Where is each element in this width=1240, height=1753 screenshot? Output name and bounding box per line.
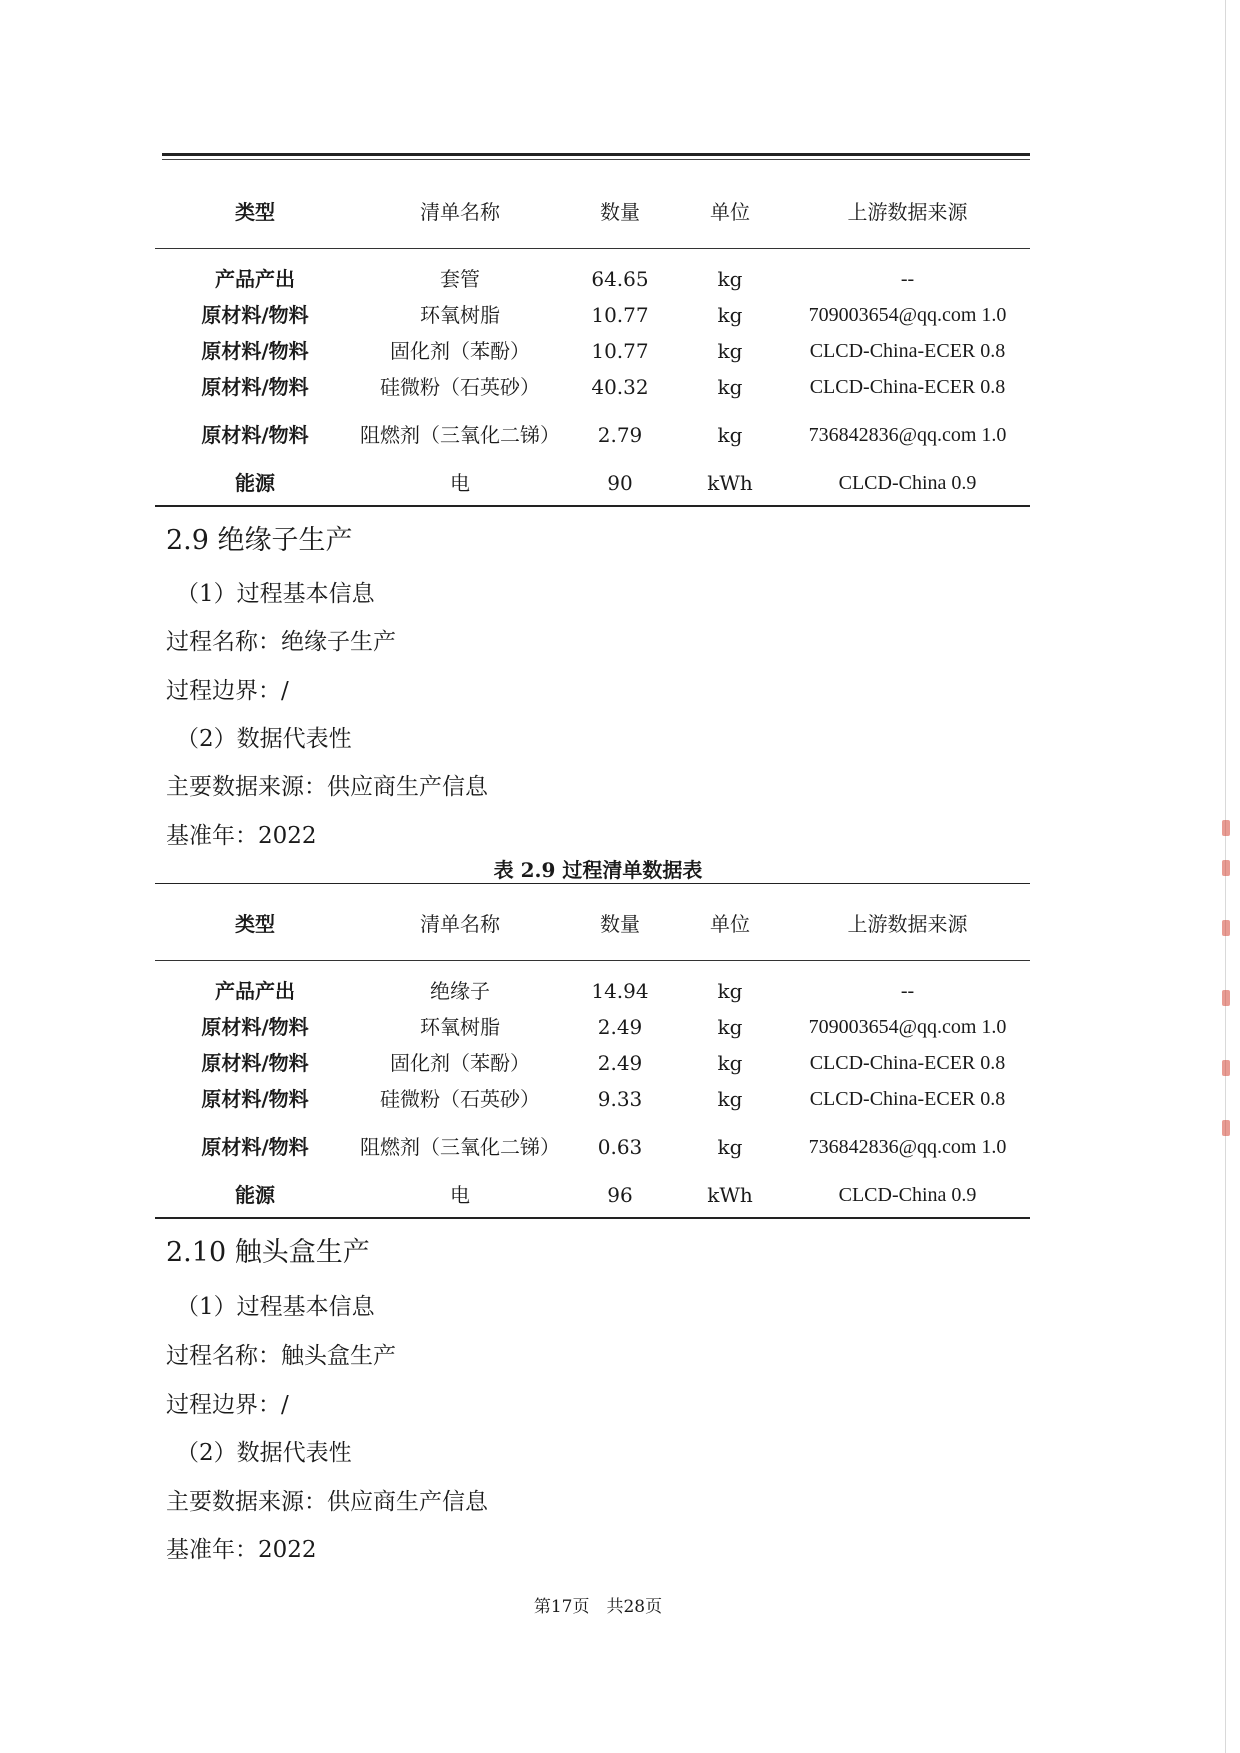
col-header-unit: 单位 bbox=[710, 199, 750, 224]
cell-name: 环氧树脂 bbox=[420, 303, 500, 327]
cell-unit: kg bbox=[717, 339, 743, 363]
cell-source: 736842836@qq.com 1.0 bbox=[808, 424, 1007, 446]
cell-name: 环氧树脂 bbox=[420, 1015, 500, 1039]
cell-name: 阻燃剂（三氧化二锑） bbox=[360, 1135, 560, 1159]
section-title-2-9: 2.9 绝缘子生产 bbox=[166, 525, 353, 556]
table-row bbox=[155, 1045, 1030, 1081]
cell-qty: 90 bbox=[607, 471, 633, 495]
process-name: 过程名称：绝缘子生产 bbox=[166, 629, 396, 655]
cell-unit: kg bbox=[717, 375, 743, 399]
cell-qty: 64.65 bbox=[591, 267, 649, 291]
cell-source: CLCD-China-ECER 0.8 bbox=[809, 376, 1006, 398]
cell-type: 原材料/物料 bbox=[201, 339, 309, 363]
seal-stamp-fragment bbox=[1222, 820, 1236, 1140]
cell-source: CLCD-China-ECER 0.8 bbox=[809, 340, 1006, 362]
cell-qty: 96 bbox=[607, 1183, 633, 1207]
cell-source: -- bbox=[900, 980, 915, 1002]
cell-qty: 9.33 bbox=[597, 1087, 643, 1111]
col-header-unit: 单位 bbox=[710, 911, 750, 936]
cell-type: 产品产出 bbox=[215, 979, 295, 1003]
cell-name: 硅微粉（石英砂） bbox=[380, 1087, 540, 1111]
cell-unit: kg bbox=[717, 1015, 743, 1039]
table-row bbox=[155, 465, 1030, 506]
col-header-source: 上游数据来源 bbox=[847, 911, 968, 936]
cell-source: CLCD-China-ECER 0.8 bbox=[809, 1052, 1006, 1074]
process-boundary: 过程边界：/ bbox=[166, 678, 289, 704]
cell-qty: 2.79 bbox=[597, 423, 643, 447]
table-row bbox=[155, 297, 1030, 333]
cell-unit: kWh bbox=[707, 471, 753, 495]
table-row bbox=[155, 405, 1030, 465]
col-header-source: 上游数据来源 bbox=[847, 199, 968, 224]
cell-qty: 10.77 bbox=[591, 339, 649, 363]
cell-type: 原材料/物料 bbox=[201, 303, 309, 327]
col-header-qty: 数量 bbox=[600, 199, 640, 224]
col-header-name: 清单名称 bbox=[420, 199, 500, 224]
col-header-name: 清单名称 bbox=[420, 911, 500, 936]
table-row bbox=[155, 1081, 1030, 1117]
cell-type: 能源 bbox=[235, 1183, 275, 1207]
cell-source: CLCD-China 0.9 bbox=[838, 472, 977, 494]
cell-name: 硅微粉（石英砂） bbox=[380, 375, 540, 399]
header-rule bbox=[162, 153, 1030, 160]
cell-source: 736842836@qq.com 1.0 bbox=[808, 1136, 1007, 1158]
table-row bbox=[155, 1177, 1030, 1218]
process-inventory-table-2-9 bbox=[155, 883, 1030, 1219]
cell-source: 709003654@qq.com 1.0 bbox=[808, 304, 1007, 326]
cell-source: -- bbox=[900, 268, 915, 290]
cell-name: 套管 bbox=[440, 267, 480, 291]
table-row bbox=[155, 249, 1030, 298]
cell-name: 电 bbox=[450, 1183, 470, 1207]
cell-unit: kg bbox=[717, 1051, 743, 1075]
main-data-source: 主要数据来源：供应商生产信息 bbox=[166, 774, 488, 800]
col-header-qty: 数量 bbox=[600, 911, 640, 936]
cell-name: 电 bbox=[450, 471, 470, 495]
table-row bbox=[155, 1117, 1030, 1177]
subheading-basic-info: （1）过程基本信息 bbox=[176, 581, 375, 607]
cell-unit: kWh bbox=[707, 1183, 753, 1207]
cell-type: 能源 bbox=[235, 471, 275, 495]
subheading-representativeness: （2）数据代表性 bbox=[176, 1440, 352, 1466]
cell-unit: kg bbox=[717, 303, 743, 327]
cell-type: 原材料/物料 bbox=[201, 1135, 309, 1159]
cell-qty: 2.49 bbox=[597, 1051, 643, 1075]
cell-name: 绝缘子 bbox=[430, 979, 490, 1003]
cell-type: 产品产出 bbox=[215, 267, 295, 291]
table-caption: 表 2.9 过程清单数据表 bbox=[493, 858, 703, 882]
subheading-representativeness: （2）数据代表性 bbox=[176, 726, 352, 752]
section-title-2-10: 2.10 触头盒生产 bbox=[166, 1237, 370, 1268]
process-inventory-table-prev bbox=[155, 172, 1030, 507]
cell-qty: 40.32 bbox=[591, 375, 649, 399]
base-year: 基准年：2022 bbox=[166, 823, 317, 849]
cell-type: 原材料/物料 bbox=[201, 423, 309, 447]
cell-type: 原材料/物料 bbox=[201, 1087, 309, 1111]
page-footer: 第17页 共28页 bbox=[533, 1597, 663, 1617]
table-row bbox=[155, 1009, 1030, 1045]
col-header-type: 类型 bbox=[235, 911, 275, 936]
cell-name: 固化剂（苯酚） bbox=[390, 339, 530, 363]
cell-qty: 14.94 bbox=[591, 979, 649, 1003]
cell-qty: 2.49 bbox=[597, 1015, 643, 1039]
process-name: 过程名称：触头盒生产 bbox=[166, 1343, 396, 1369]
table-header-row bbox=[155, 884, 1030, 961]
table-row bbox=[155, 369, 1030, 405]
cell-unit: kg bbox=[717, 267, 743, 291]
table-row bbox=[155, 333, 1030, 369]
cell-name: 阻燃剂（三氧化二锑） bbox=[360, 423, 560, 447]
cell-unit: kg bbox=[717, 423, 743, 447]
process-boundary: 过程边界：/ bbox=[166, 1392, 289, 1418]
cell-qty: 10.77 bbox=[591, 303, 649, 327]
cell-source: CLCD-China 0.9 bbox=[838, 1184, 977, 1206]
cell-unit: kg bbox=[717, 979, 743, 1003]
table-row bbox=[155, 961, 1030, 1010]
main-data-source: 主要数据来源：供应商生产信息 bbox=[166, 1489, 488, 1515]
cell-qty: 0.63 bbox=[597, 1135, 643, 1159]
table-header-row bbox=[155, 172, 1030, 249]
col-header-type: 类型 bbox=[235, 199, 275, 224]
cell-type: 原材料/物料 bbox=[201, 375, 309, 399]
cell-name: 固化剂（苯酚） bbox=[390, 1051, 530, 1075]
cell-unit: kg bbox=[717, 1087, 743, 1111]
cell-unit: kg bbox=[717, 1135, 743, 1159]
cell-source: 709003654@qq.com 1.0 bbox=[808, 1016, 1007, 1038]
subheading-basic-info: （1）过程基本信息 bbox=[176, 1294, 375, 1320]
base-year: 基准年：2022 bbox=[166, 1537, 317, 1563]
cell-source: CLCD-China-ECER 0.8 bbox=[809, 1088, 1006, 1110]
cell-type: 原材料/物料 bbox=[201, 1015, 309, 1039]
cell-type: 原材料/物料 bbox=[201, 1051, 309, 1075]
